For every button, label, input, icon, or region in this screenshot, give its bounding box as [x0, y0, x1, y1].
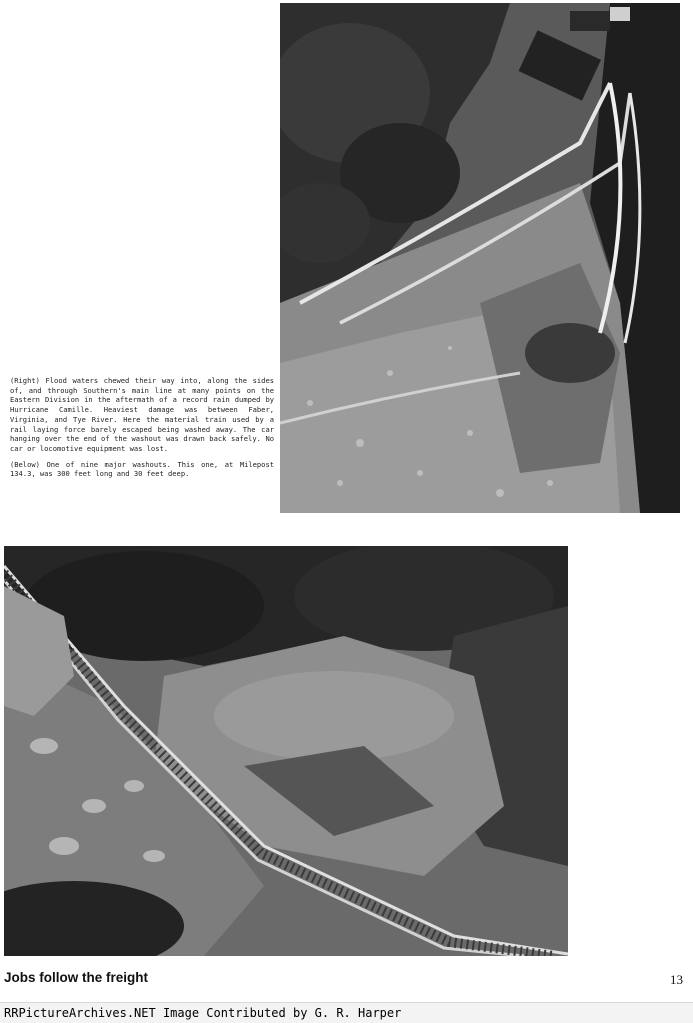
- image-credit: RRPictureArchives.NET Image Contributed by G. R. Harper: [4, 1006, 402, 1020]
- caption-below: (Below) One of nine major washouts. This one, at Milepost 134.3, was 300 feet long and 30 feet deep.: [10, 459, 274, 479]
- washout-photo-bottom-image: [4, 546, 568, 956]
- credit-bar: [0, 1002, 693, 1023]
- washout-photo-top: [280, 3, 680, 513]
- section-title: Jobs follow the freight: [4, 970, 148, 985]
- photo-captions: [10, 376, 274, 485]
- caption-right: (Right) Flood waters chewed their way into, along the sides of, and through Southern's main line at many points on the Eastern Division in the aftermath of a record rain dumped by Hurricane Camille. Heaviest damage was between Faber, Virginia, and Tye River. Here the material train used by a rail laying force barely escaped being washed away. The car hanging over the end of the washout was drawn back safely. No car or locomotive equipment was lost.: [10, 376, 274, 453]
- washout-photo-bottom: [4, 546, 568, 956]
- page-number: 13: [670, 972, 683, 987]
- washout-photo-top-image: [280, 3, 680, 513]
